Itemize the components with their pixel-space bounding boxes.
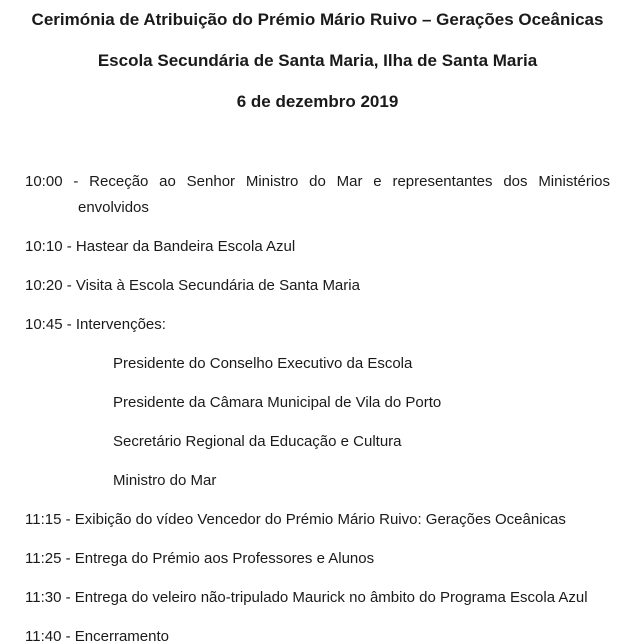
document-header	[0, 10, 635, 112]
schedule-item-interventions	[25, 312, 610, 494]
time-separator: -	[66, 316, 72, 333]
schedule-text: Entrega do Prémio aos Professores e Alunos	[74, 550, 375, 567]
document-subtitle-location: Escola Secundária de Santa Maria, Ilha de Santa Maria	[97, 51, 538, 70]
schedule-time: 11:40	[25, 628, 62, 641]
time-separator: -	[65, 550, 71, 567]
schedule-text: Receção ao Senhor Ministro do Mar e representantes dos Ministérios	[89, 173, 610, 190]
schedule-time: 10:10	[25, 238, 63, 255]
speaker-item: Presidente da Câmara Municipal de Vila do Porto	[113, 394, 442, 411]
schedule-item-line	[25, 169, 610, 195]
schedule-text: Encerramento	[74, 628, 169, 641]
schedule-item	[25, 169, 610, 221]
speaker-item: Presidente do Conselho Executivo da Escola	[113, 355, 413, 372]
speaker-item: Ministro do Mar	[113, 472, 217, 489]
schedule-text: Visita à Escola Secundária de Santa Maria	[75, 277, 360, 294]
schedule-time: 11:25	[25, 550, 62, 567]
time-separator: -	[65, 628, 71, 641]
schedule-time: 11:30	[25, 589, 62, 606]
schedule-text: Intervenções:	[75, 316, 166, 333]
schedule-item	[25, 234, 610, 260]
schedule-time: 11:15	[25, 511, 62, 528]
schedule-list	[25, 169, 610, 641]
document-title: Cerimónia de Atribuição do Prémio Mário Ruivo – Gerações Oceânicas	[31, 10, 604, 29]
time-separator: -	[66, 238, 72, 255]
schedule-text: Entrega do veleiro não-tripulado Maurick no âmbito do Programa Escola Azul	[74, 589, 588, 606]
schedule-time: 10:00	[25, 173, 63, 190]
schedule-item	[25, 507, 610, 533]
time-separator: -	[73, 173, 79, 190]
schedule-time: 10:45	[25, 316, 63, 333]
time-separator: -	[66, 277, 72, 294]
schedule-item	[25, 585, 610, 611]
schedule-item	[25, 546, 610, 572]
time-separator: -	[65, 589, 71, 606]
schedule-item	[25, 624, 610, 641]
document-date: 6 de dezembro 2019	[236, 92, 399, 111]
schedule-text: Exibição do vídeo Vencedor do Prémio Mário Ruivo: Gerações Oceânicas	[74, 511, 566, 528]
schedule-text: Hastear da Bandeira Escola Azul	[75, 238, 296, 255]
schedule-item-continuation: envolvidos	[78, 199, 149, 216]
schedule-time: 10:20	[25, 277, 63, 294]
time-separator: -	[65, 511, 71, 528]
schedule-item	[25, 273, 610, 299]
speaker-item: Secretário Regional da Educação e Cultura	[113, 433, 402, 450]
